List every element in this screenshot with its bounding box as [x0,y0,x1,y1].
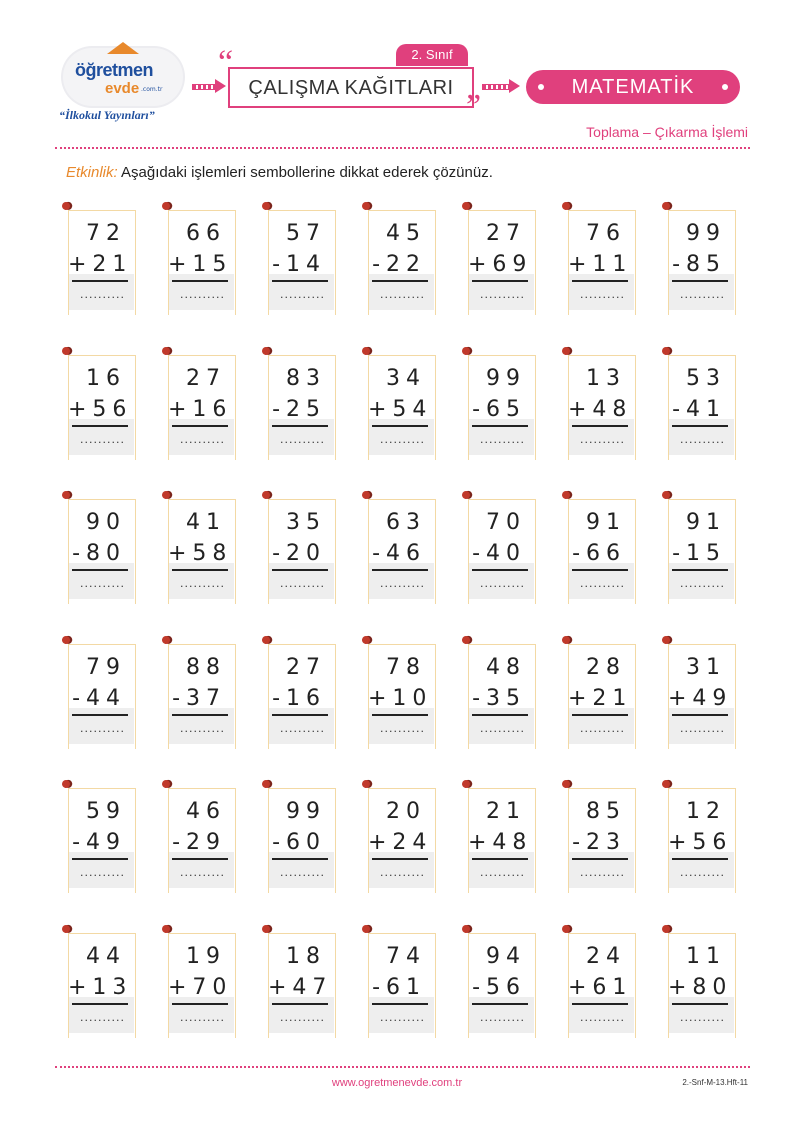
answer-blank[interactable]: .......... [180,432,225,446]
sum-line [672,569,728,571]
problem-card [162,634,236,754]
answer-blank[interactable]: .......... [380,288,425,301]
operator-second-operand: -44 [72,685,126,711]
first-operand: 57 [286,221,326,246]
problem-card [62,200,136,320]
first-operand: 44 [86,943,126,969]
first-operand: 24 [586,943,626,969]
answer-blank[interactable]: .......... [280,288,325,301]
problem-card [62,778,136,898]
bullet-icon [722,84,728,90]
operator-second-operand: +58 [168,541,233,566]
problem-card [62,345,136,465]
answer-blank[interactable]: .......... [480,288,525,301]
first-operand: 91 [586,510,626,535]
problem-card [662,200,736,320]
first-operand: 72 [86,221,126,246]
problem-card [262,489,336,609]
answer-blank[interactable]: .......... [180,1010,225,1024]
operator-second-operand: +16 [168,396,233,422]
operator-second-operand: -14 [272,252,326,277]
first-operand: 11 [686,943,726,969]
first-operand: 91 [686,510,726,535]
first-operand: 41 [186,510,226,535]
sum-line [172,1003,228,1005]
problem-card [362,923,436,1043]
problem-card [262,778,336,898]
sum-line [672,425,728,427]
operator-second-operand: +54 [368,396,433,422]
sum-line [172,569,228,571]
sum-line [572,858,628,860]
answer-blank[interactable]: .......... [680,288,725,301]
problem-card [662,923,736,1043]
problem-card [662,345,736,465]
operator-second-operand: -29 [172,830,226,855]
worksheet-title: ÇALIŞMA KAĞITLARI [248,77,454,99]
open-quote-icon: “ [218,44,234,81]
sum-line [72,714,128,716]
answer-blank[interactable]: .......... [380,577,425,590]
first-operand: 99 [686,221,726,246]
operator-second-operand: -35 [472,685,526,711]
footer-url[interactable]: www.ogretmenevde.com.tr [331,1077,463,1089]
operator-second-operand: -56 [472,974,526,1000]
operator-second-operand: +48 [568,396,633,422]
answer-blank[interactable]: .......... [80,432,125,446]
problem-card [462,200,536,320]
grade-tab: 2. Sınıf [396,44,468,66]
answer-blank[interactable]: .......... [480,1010,525,1024]
title-frame [228,67,474,108]
answer-blank[interactable]: .......... [480,866,525,879]
operator-second-operand: +61 [568,974,633,1000]
sum-line [472,425,528,427]
operator-second-operand: +21 [68,252,133,277]
sum-line [272,569,328,571]
first-operand: 53 [686,365,726,391]
sum-line [472,569,528,571]
first-operand: 99 [486,365,526,391]
problem-card [62,923,136,1043]
publisher-logo [55,42,190,132]
problem-card [162,345,236,465]
first-operand: 79 [86,654,126,680]
operator-second-operand: -41 [672,396,726,422]
problem-card [362,634,436,754]
answer-blank[interactable]: .......... [280,1010,325,1024]
operator-second-operand: +70 [168,974,233,1000]
operator-second-operand: -65 [472,396,526,422]
answer-blank[interactable]: .......... [580,432,625,446]
answer-blank[interactable]: .......... [180,866,225,879]
operator-second-operand: +13 [68,974,133,1000]
sum-line [472,1003,528,1005]
problem-card [362,778,436,898]
operator-second-operand: -15 [672,541,726,566]
bullet-icon [538,84,544,90]
sum-line [672,858,728,860]
answer-blank[interactable]: .......... [480,432,525,446]
sum-line [72,569,128,571]
problem-card [462,345,536,465]
problem-card [262,345,336,465]
problem-card [462,778,536,898]
first-operand: 46 [186,799,226,824]
answer-blank[interactable]: .......... [680,1010,725,1024]
logo-domain: .com.tr [141,86,163,93]
answer-blank[interactable]: .......... [280,577,325,590]
first-operand: 99 [286,799,326,824]
first-operand: 13 [586,365,626,391]
logo-word-evde: evde [105,80,140,97]
house-icon [107,42,139,54]
answer-blank[interactable]: .......... [80,866,125,879]
first-operand: 78 [386,654,426,680]
problem-card [662,634,736,754]
problem-card [262,634,336,754]
problem-card [162,200,236,320]
first-operand: 21 [486,799,526,824]
sum-line [272,425,328,427]
close-quote-icon: ” [466,88,482,125]
first-operand: 16 [86,365,126,391]
first-operand: 76 [586,221,626,246]
first-operand: 27 [286,654,326,680]
operator-second-operand: -61 [372,974,426,1000]
sum-line [272,280,328,282]
first-operand: 48 [486,654,526,680]
sum-line [572,425,628,427]
answer-blank[interactable]: .......... [680,866,725,879]
operator-second-operand: -40 [472,541,526,566]
sum-line [572,1003,628,1005]
answer-blank[interactable]: .......... [380,432,425,446]
sum-line [172,280,228,282]
problem-card [362,200,436,320]
problem-card [462,489,536,609]
problem-card [62,634,136,754]
operator-second-operand: -49 [72,830,126,855]
operator-second-operand: +21 [568,685,633,711]
operator-second-operand: +49 [668,685,733,711]
first-operand: 27 [186,365,226,391]
answer-blank[interactable]: .......... [580,721,625,735]
operator-second-operand: +56 [68,396,133,422]
sum-line [372,1003,428,1005]
instruction-text: Aşağıdaki işlemleri sembollerine dikkat ederek çözünüz. [117,164,493,181]
operator-second-operand: -85 [672,252,726,277]
problem-card [562,200,636,320]
sum-line [572,714,628,716]
answer-blank[interactable]: .......... [680,721,725,735]
operator-second-operand: -60 [272,830,326,855]
first-operand: 59 [86,799,126,824]
sum-line [472,714,528,716]
arrow-right-icon [192,81,226,91]
operator-second-operand: +69 [468,252,533,277]
sum-line [172,714,228,716]
problem-card [662,489,736,609]
first-operand: 18 [286,943,326,969]
sum-line [572,280,628,282]
first-operand: 20 [386,799,426,824]
first-operand: 74 [386,943,426,969]
problem-card [562,778,636,898]
operator-second-operand: -20 [272,541,326,566]
answer-blank[interactable]: .......... [80,577,125,590]
first-operand: 34 [386,365,426,391]
sum-line [72,858,128,860]
problem-card [162,778,236,898]
instruction [66,164,493,181]
sum-line [272,714,328,716]
first-operand: 12 [686,799,726,824]
answer-blank[interactable]: .......... [680,577,725,590]
operator-second-operand: -22 [372,252,426,277]
subject-badge [526,70,740,104]
problem-card [462,634,536,754]
operator-second-operand: -16 [272,685,326,711]
operator-second-operand: -25 [272,396,326,422]
sum-line [372,714,428,716]
problem-card [362,345,436,465]
operator-second-operand: -23 [572,830,626,855]
subject-label: MATEMATİK [571,76,695,98]
answer-blank[interactable]: .......... [280,721,325,735]
sum-line [272,1003,328,1005]
answer-blank[interactable]: .......... [380,1010,425,1024]
first-operand: 66 [186,221,226,246]
answer-blank[interactable]: .......... [480,577,525,590]
sum-line [372,425,428,427]
sum-line [672,714,728,716]
sum-line [672,280,728,282]
sum-line [372,280,428,282]
first-operand: 94 [486,943,526,969]
sum-line [72,1003,128,1005]
sum-line [72,280,128,282]
instruction-label: Etkinlik: [66,164,118,181]
sum-line [472,858,528,860]
topic-label: Toplama – Çıkarma İşlemi [586,124,748,140]
problem-card [62,489,136,609]
operator-second-operand: -46 [372,541,426,566]
problem-card [562,923,636,1043]
operator-second-operand: +80 [668,974,733,1000]
answer-blank[interactable]: .......... [280,432,325,446]
first-operand: 83 [286,365,326,391]
first-operand: 27 [486,221,526,246]
first-operand: 90 [86,510,126,535]
answer-blank[interactable]: .......... [480,721,525,735]
arrow-right-icon [482,81,520,91]
operator-second-operand: +48 [468,830,533,855]
sum-line [672,1003,728,1005]
sum-line [272,858,328,860]
operator-second-operand: +47 [268,974,333,1000]
operator-second-operand: +11 [568,252,633,277]
first-operand: 19 [186,943,226,969]
answer-blank[interactable]: .......... [580,1010,625,1024]
sum-line [72,425,128,427]
problem-card [262,923,336,1043]
problem-card [662,778,736,898]
answer-blank[interactable]: .......... [380,721,425,735]
problem-card [562,634,636,754]
answer-blank[interactable]: .......... [580,288,625,301]
sum-line [372,858,428,860]
answer-blank[interactable]: .......... [80,288,125,301]
problem-card [162,489,236,609]
first-operand: 35 [286,510,326,535]
problem-card [462,923,536,1043]
answer-blank[interactable]: .......... [180,577,225,590]
answer-blank[interactable]: .......... [80,1010,125,1024]
problem-card [162,923,236,1043]
answer-blank[interactable]: .......... [580,866,625,879]
header-divider [55,147,750,149]
answer-blank[interactable]: .......... [680,432,725,446]
first-operand: 88 [186,654,226,680]
logo-tagline: “İlkokul Yayınları” [59,108,155,122]
footer-divider [55,1066,750,1068]
first-operand: 85 [586,799,626,824]
problem-card [562,489,636,609]
sum-line [172,858,228,860]
problem-card [362,489,436,609]
logo-word-ogretmen: öğretmen [75,60,154,80]
answer-blank[interactable]: .......... [180,721,225,735]
first-operand: 31 [686,654,726,680]
answer-blank[interactable]: .......... [380,866,425,879]
footer-code: 2.-Snf-M-13.Hft-11 [682,1078,748,1087]
operator-second-operand: +24 [368,830,433,855]
first-operand: 63 [386,510,426,535]
sum-line [572,569,628,571]
first-operand: 70 [486,510,526,535]
operator-second-operand: -66 [572,541,626,566]
operator-second-operand: -37 [172,685,226,711]
problem-card [562,345,636,465]
operator-second-operand: +56 [668,830,733,855]
sum-line [472,280,528,282]
operator-second-operand: +10 [368,685,433,711]
operator-second-operand: -80 [72,541,126,566]
first-operand: 45 [386,221,426,246]
answer-blank[interactable]: .......... [280,866,325,879]
first-operand: 28 [586,654,626,680]
answer-blank[interactable]: .......... [80,721,125,735]
sum-line [172,425,228,427]
answer-blank[interactable]: .......... [580,577,625,590]
sum-line [372,569,428,571]
operator-second-operand: +15 [168,252,233,277]
problem-card [262,200,336,320]
answer-blank[interactable]: .......... [180,288,225,301]
